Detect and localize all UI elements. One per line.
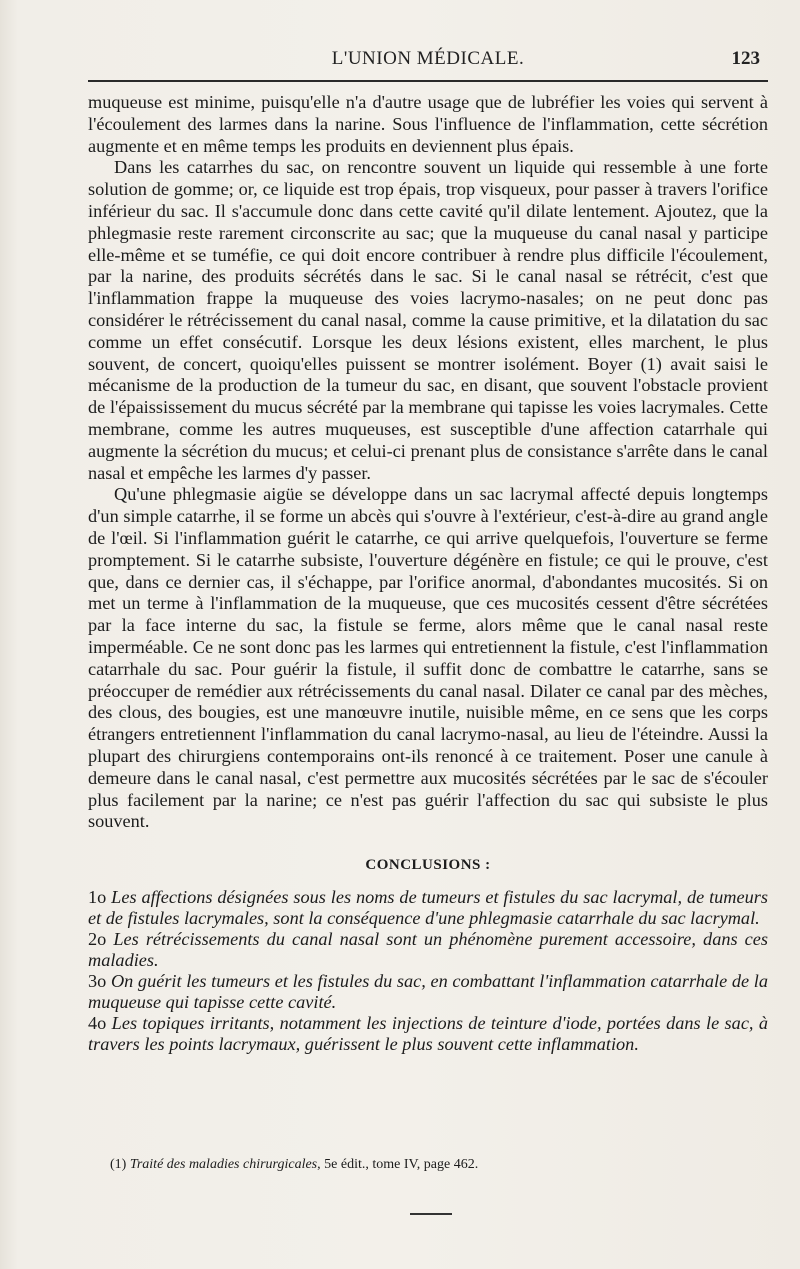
running-header (88, 44, 768, 74)
conclusion-text: Les topiques irritants, notamment les injections de teinture d'iode, portées dans le sac, à travers les points lacrymaux, guérissent le plus souvent cette inflammation. (88, 1012, 768, 1054)
paragraph-2: Dans les catarrhes du sac, on rencontre souvent un liquide qui ressemble à une forte solution de gomme; or, ce liquide est trop épais, trop visqueux, pour passer à travers l'orifice inférieur du sac. Il s'accumule donc dans cette cavité qu'il dilate lentement. Ajoutez, que la phlegmasie reste rarement circonscrite au sac; que la muqueuse du canal nasal y participe elle-même et se tuméfie, ce qui doit encore contribuer à rendre plus difficile l'écoulement, par la narine, des produits sécrétés dans le sac. Si le canal nasal se rétrécit, c'est que l'inflammation frappe la muqueuse des voies lacrymo-nasales; on ne peut donc pas considérer le rétrécissement du canal nasal, comme la cause primitive, et la dilatation du sac comme un effet consécutif. Lorsque les deux lésions existent, elles marchent, le plus souvent, de concert, quoiqu'elles puissent se montrer isolément. Boyer (1) avait saisi le mécanisme de la production de la tumeur du sac, en disant, que souvent l'obstacle provient de l'épaississement du mucus sécrété par la membrane qui tapisse les voies lacrymales. Cette membrane, comme les autres muqueuses, est susceptible d'une affection catarrhale qui augmente la sécrétion du mucus; et celui-ci prenant plus de consistance s'arrête dans le canal nasal et empêche les larmes d'y passer. (88, 157, 768, 483)
conclusions-heading: CONCLUSIONS : (365, 857, 491, 874)
conclusion-text: Les rétrécissements du canal nasal sont un phénomène purement accessoire, dans ces maladies. (88, 928, 768, 970)
paragraph-3: Qu'une phlegmasie aigüe se développe dans un sac lacrymal affecté depuis longtemps d'un simple catarrhe, il se forme un abcès qui s'ouvre à l'extérieur, c'est-à-dire au grand angle de l'œil. Si l'inflammation guérit le catarrhe, ce qui arrive quelquefois, l'ouverture se ferme promptement. Si le catarrhe subsiste, l'ouverture dégénère en fistule; ce qui le prouve, c'est que, dans ce dernier cas, il s'échappe, par l'orifice anormal, d'abondantes mucosités. Si on met un terme à l'inflammation de la muqueuse, que ces mucosités cessent d'être sécrétées par la face interne du sac, la fistule se ferme, alors même que le canal nasal reste imperméable. Ce ne sont donc pas les larmes qui entretiennent la fistule, c'est l'inflammation catarrhale du sac. Pour guérir la fistule, il suffit donc de combattre le catarrhe, sans se préoccuper de remédier aux rétrécissements du canal nasal. Dilater ce canal par des mèches, des clous, des bougies, est une manœuvre inutile, nuisible même, en ce sens que les corps étrangers entretiennent l'inflammation du canal lacrymo-nasal, au lieu de l'éteindre. Aussi la plupart des chirurgiens contemporains ont-ils renoncé à ce traitement. Poser une canule à demeure dans le canal nasal, c'est permettre aux mucosités sécrétées par le sac de s'écouler plus facilement par la narine; ce n'est pas guérir l'affection du sac qui subsiste le plus souvent. (88, 484, 768, 832)
conclusion-number: 3o (88, 970, 107, 991)
conclusion-item-2 (88, 929, 768, 971)
journal-title: L'UNION MÉDICALE. (331, 48, 525, 69)
conclusion-text: Les affections désignées sous les noms de tumeurs et fistules du sac lacrymal, de tumeurs et de fistules lacrymales, sont la conséquence d'une phlegmasie catarrhale du sac lacrymal. (88, 886, 768, 928)
footer-rule (410, 1213, 452, 1215)
conclusion-item-3 (88, 971, 768, 1013)
conclusion-number: 4o (88, 1012, 107, 1033)
header-rule (88, 80, 768, 82)
footnote-book-title: Traité des maladies chirurgicales (129, 1157, 318, 1172)
article-body (88, 92, 768, 1055)
conclusion-item-4 (88, 1013, 768, 1055)
page-number: 123 (731, 48, 760, 69)
footnote-reference: , 5e édit., tome IV, page 462. (317, 1157, 479, 1172)
conclusion-number: 1o (88, 886, 107, 907)
footnote (110, 1156, 750, 1174)
conclusion-text: On guérit les tumeurs et les fistules du sac, en combattant l'inflammation catarrhale de la muqueuse qui tapisse cette cavité. (88, 970, 768, 1012)
conclusion-item-1 (88, 887, 768, 929)
footnote-marker: (1) (110, 1157, 127, 1172)
paragraph-1: muqueuse est minime, puisqu'elle n'a d'autre usage que de lubréfier les voies qui servent à l'écoulement des larmes dans la narine. Sous l'influence de l'inflammation, cette sécrétion augmente et en même temps les produits en deviennent plus épais. (88, 92, 768, 156)
conclusion-number: 2o (88, 928, 107, 949)
